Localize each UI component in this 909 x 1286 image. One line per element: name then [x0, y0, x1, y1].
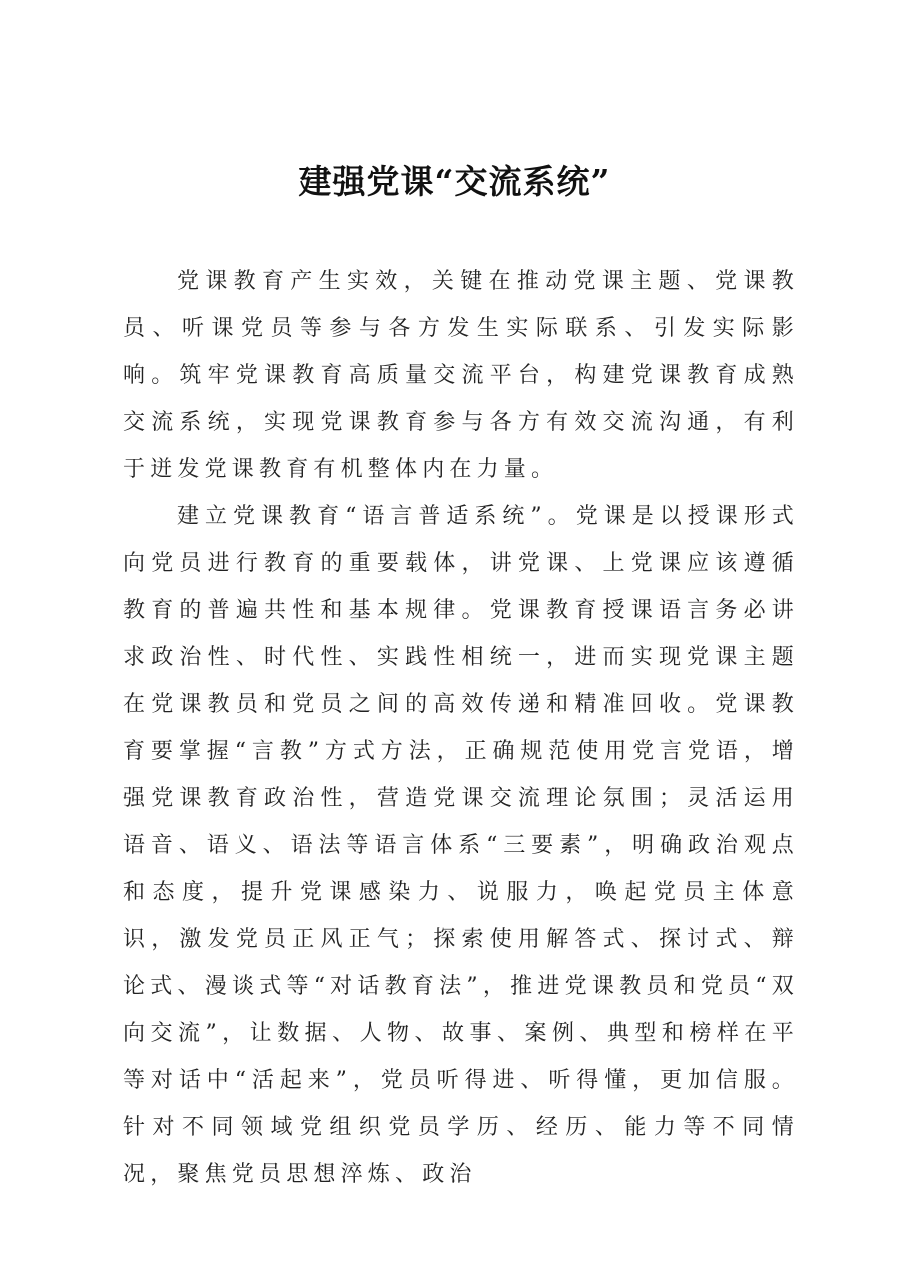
paragraph-language-system: 建立党课教育“语言普适系统”。党课是以授课形式向党员进行教育的重要载体，讲党课、上党课应该遵循教育的普遍共性和基本规律。党课教育授课语言务必讲求政治性、时代性、实践性相统一，进而实现党课主题在党课教员和党员之间的高效传递和精准回收。党课教育要掌握“言教”方式方法，正确规范使用党言党语，增强党课教育政治性，营造党课交流理论氛围；灵活运用语音、语义、语法等语言体系“三要素”，明确政治观点和态度，提升党课感染力、说服力，唤起党员主体意识，激发党员正风正气；探索使用解答式、探讨式、辩论式、漫谈式等“对话教育法”，推进党课教员和党员“双向交流”，让数据、人物、故事、案例、典型和榜样在平等对话中“活起来”，党员听得进、听得懂，更加信服。针对不同领域党组织党员学历、经历、能力等不同情况，聚焦党员思想淬炼、政治 — [123, 504, 799, 1187]
paragraph-intro: 党课教育产生实效，关键在推动党课主题、党课教员、听课党员等参与各方发生实际联系、引发实际影响。筑牢党课教育高质量交流平台，构建党课教育成熟交流系统，实现党课教育参与各方有效交流沟通，有利于迸发党课教育有机整体内在力量。 — [123, 269, 799, 482]
document-body — [123, 258, 799, 1198]
document-title: 建强党课“交流系统” — [298, 162, 611, 201]
